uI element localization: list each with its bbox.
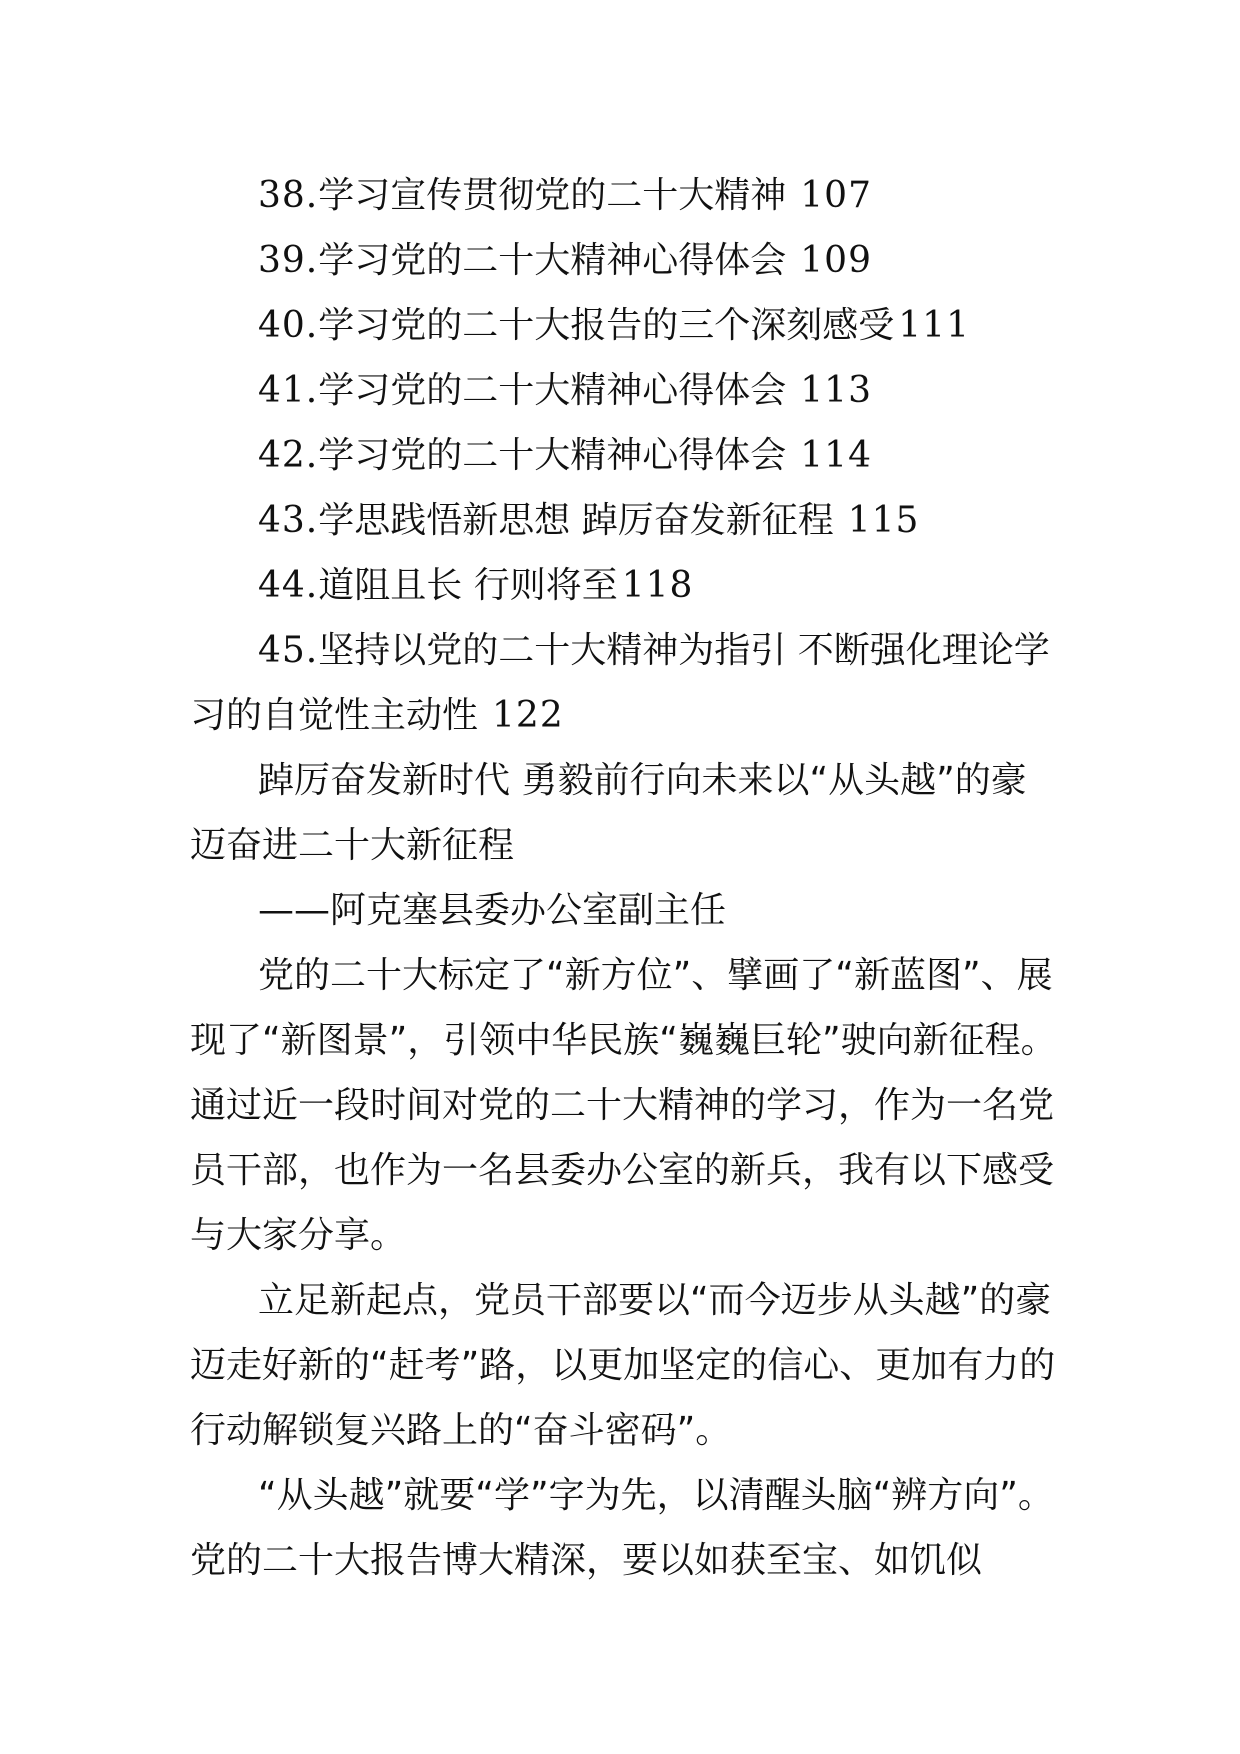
toc-item [190, 228, 1060, 293]
toc-item-number: 45. [258, 630, 319, 671]
toc-item-title: 学习党的二十大精神心得体会 [318, 435, 787, 476]
toc-item-page: 118 [621, 565, 694, 606]
toc-item [190, 358, 1060, 423]
toc-item-page: 109 [800, 240, 872, 281]
toc-item [190, 423, 1060, 488]
toc-item-number: 40. [258, 305, 319, 346]
toc-item [190, 163, 1060, 228]
article-paragraph: 党的二十大标定了“新方位”、擘画了“新蓝图”、展现了“新图景”，引领中华民族“巍巍巨轮”驶向新征程。通过近一段时间对党的二十大精神的学习，作为一名党员干部，也作为一名县委办公室的新兵，我有以下感受与大家分享。 [190, 955, 1057, 1256]
article-paragraph: 立足新起点，党员干部要以“而今迈步从头越”的豪迈走好新的“赶考”路，以更加坚定的信心、更加有力的行动解锁复兴路上的“奋斗密码”。 [190, 1280, 1056, 1451]
table-of-contents [190, 163, 1060, 1593]
toc-item-page: 114 [800, 435, 872, 476]
toc-item [190, 618, 1060, 748]
toc-item [190, 553, 1060, 618]
toc-item-title: 道阻且长 行则将至 [318, 565, 618, 606]
toc-item-number: 39. [258, 240, 319, 281]
toc-item-page: 115 [847, 500, 920, 541]
toc-item-number: 44. [258, 565, 319, 606]
toc-item-title: 学习党的二十大报告的三个深刻感受 [318, 305, 895, 346]
article-paragraph: “从头越”就要“学”字为先，以清醒头脑“辨方向”。党的二十大报告博大精深，要以如获至宝、如饥似 [190, 1475, 1054, 1581]
toc-item-title: 坚持以党的二十大精神为指引 不断强化理论学习的自觉性主动性 [190, 630, 1050, 736]
toc-item-title: 学习党的二十大精神心得体会 [318, 240, 787, 281]
toc-item-number: 38. [258, 175, 319, 216]
toc-item-title: 学习党的二十大精神心得体会 [318, 370, 787, 411]
article-title: 踔厉奋发新时代 勇毅前行向未来以“从头越”的豪迈奋进二十大新征程 [190, 760, 1027, 866]
toc-item-page: 122 [492, 695, 564, 736]
toc-item [190, 293, 1060, 358]
toc-item-number: 43. [258, 500, 319, 541]
toc-item-page: 107 [800, 175, 872, 216]
toc-item-title: 学思践悟新思想 踔厉奋发新征程 [318, 500, 834, 541]
toc-item-number: 42. [258, 435, 319, 476]
article-author: ——阿克塞县委办公室副主任 [258, 890, 727, 931]
toc-item [190, 488, 1060, 553]
toc-item-page: 111 [898, 305, 970, 346]
toc-item-title: 学习宣传贯彻党的二十大精神 [318, 175, 787, 216]
toc-item-number: 41. [258, 370, 319, 411]
toc-item-page: 113 [800, 370, 872, 411]
